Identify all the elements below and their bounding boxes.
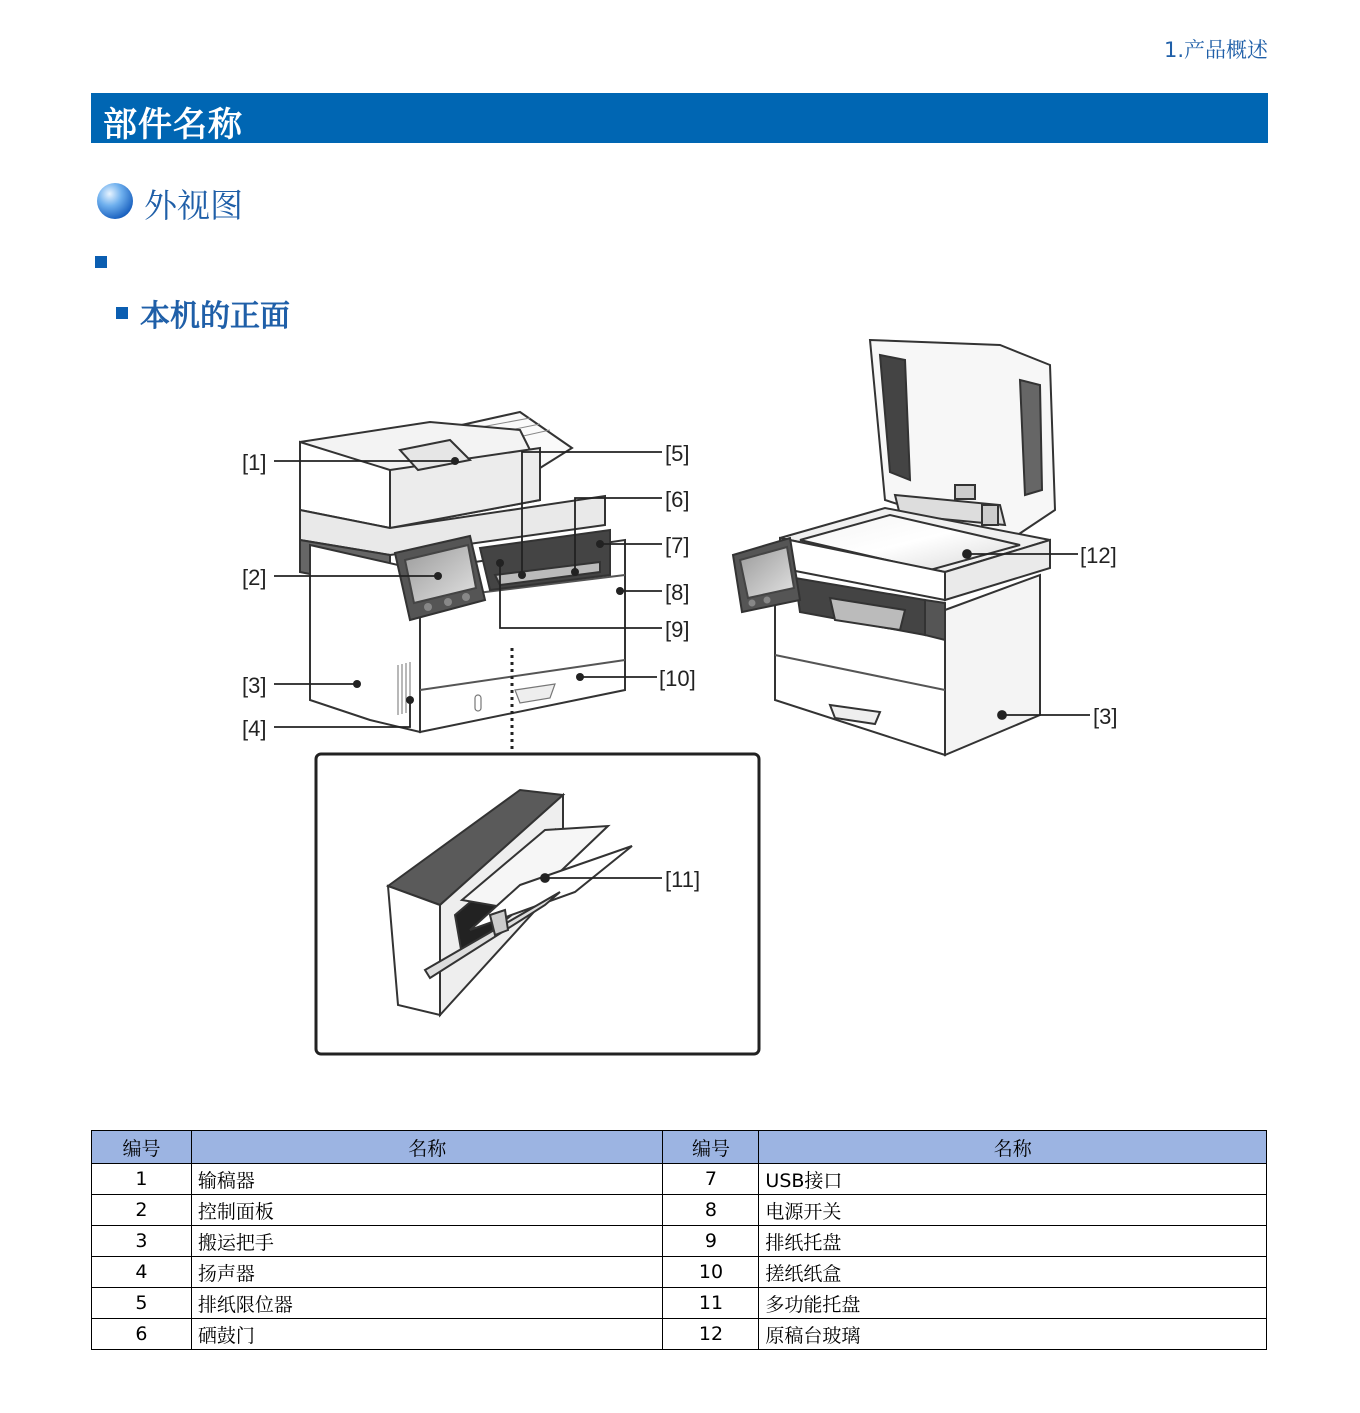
callout-label: [3]	[242, 673, 267, 698]
callout-label: [11]	[665, 867, 701, 892]
table-row	[92, 1195, 1267, 1226]
part-number: 2	[92, 1195, 192, 1226]
part-number: 8	[663, 1195, 759, 1226]
section-title: 部件名称	[103, 105, 243, 145]
part-name: 输稿器	[191, 1164, 663, 1195]
part-name: 控制面板	[191, 1195, 663, 1226]
table-row	[92, 1226, 1267, 1257]
part-name: 扬声器	[191, 1257, 663, 1288]
callout-label: [5]	[665, 441, 690, 466]
part-name: 搓纸纸盒	[759, 1257, 1267, 1288]
callout-label: [1]	[242, 450, 267, 475]
table-header-row	[92, 1131, 1267, 1164]
callout-label: [9]	[665, 617, 690, 642]
running-header: 1.产品概述	[1163, 38, 1268, 62]
part-number: 1	[92, 1164, 192, 1195]
part-name: 搬运把手	[191, 1226, 663, 1257]
table-row	[92, 1164, 1267, 1195]
column-header-name: 名称	[191, 1131, 663, 1164]
part-number: 7	[663, 1164, 759, 1195]
printer-open-lid-view	[733, 340, 1055, 755]
callout-label: [10]	[659, 666, 696, 691]
part-number: 6	[92, 1319, 192, 1350]
table-row	[92, 1319, 1267, 1350]
callout-label: [8]	[665, 580, 690, 605]
parts-table	[91, 1130, 1267, 1350]
part-number: 3	[92, 1226, 192, 1257]
part-number: 9	[663, 1226, 759, 1257]
callout-label: [4]	[242, 716, 267, 741]
part-number: 12	[663, 1319, 759, 1350]
part-name: 硒鼓门	[191, 1319, 663, 1350]
part-number: 11	[663, 1288, 759, 1319]
table-row	[92, 1288, 1267, 1319]
sub-heading: 本机的正面	[140, 299, 290, 334]
part-number: 10	[663, 1257, 759, 1288]
table-row	[92, 1257, 1267, 1288]
part-number: 5	[92, 1288, 192, 1319]
part-number: 4	[92, 1257, 192, 1288]
part-name: 排纸限位器	[191, 1288, 663, 1319]
part-name: 电源开关	[759, 1195, 1267, 1226]
subsection-title: 外视图	[144, 186, 243, 225]
callout-label: [3]	[1093, 704, 1118, 729]
column-header-number: 编号	[663, 1131, 759, 1164]
column-header-number: 编号	[92, 1131, 192, 1164]
callout-label: [6]	[665, 487, 690, 512]
callout-label: [12]	[1080, 543, 1117, 568]
column-header-name: 名称	[759, 1131, 1267, 1164]
callout-label: [2]	[242, 565, 267, 590]
callout-label: [7]	[665, 533, 690, 558]
part-name: 多功能托盘	[759, 1288, 1267, 1319]
part-name: USB接口	[759, 1164, 1267, 1195]
part-name: 排纸托盘	[759, 1226, 1267, 1257]
part-name: 原稿台玻璃	[759, 1319, 1267, 1350]
